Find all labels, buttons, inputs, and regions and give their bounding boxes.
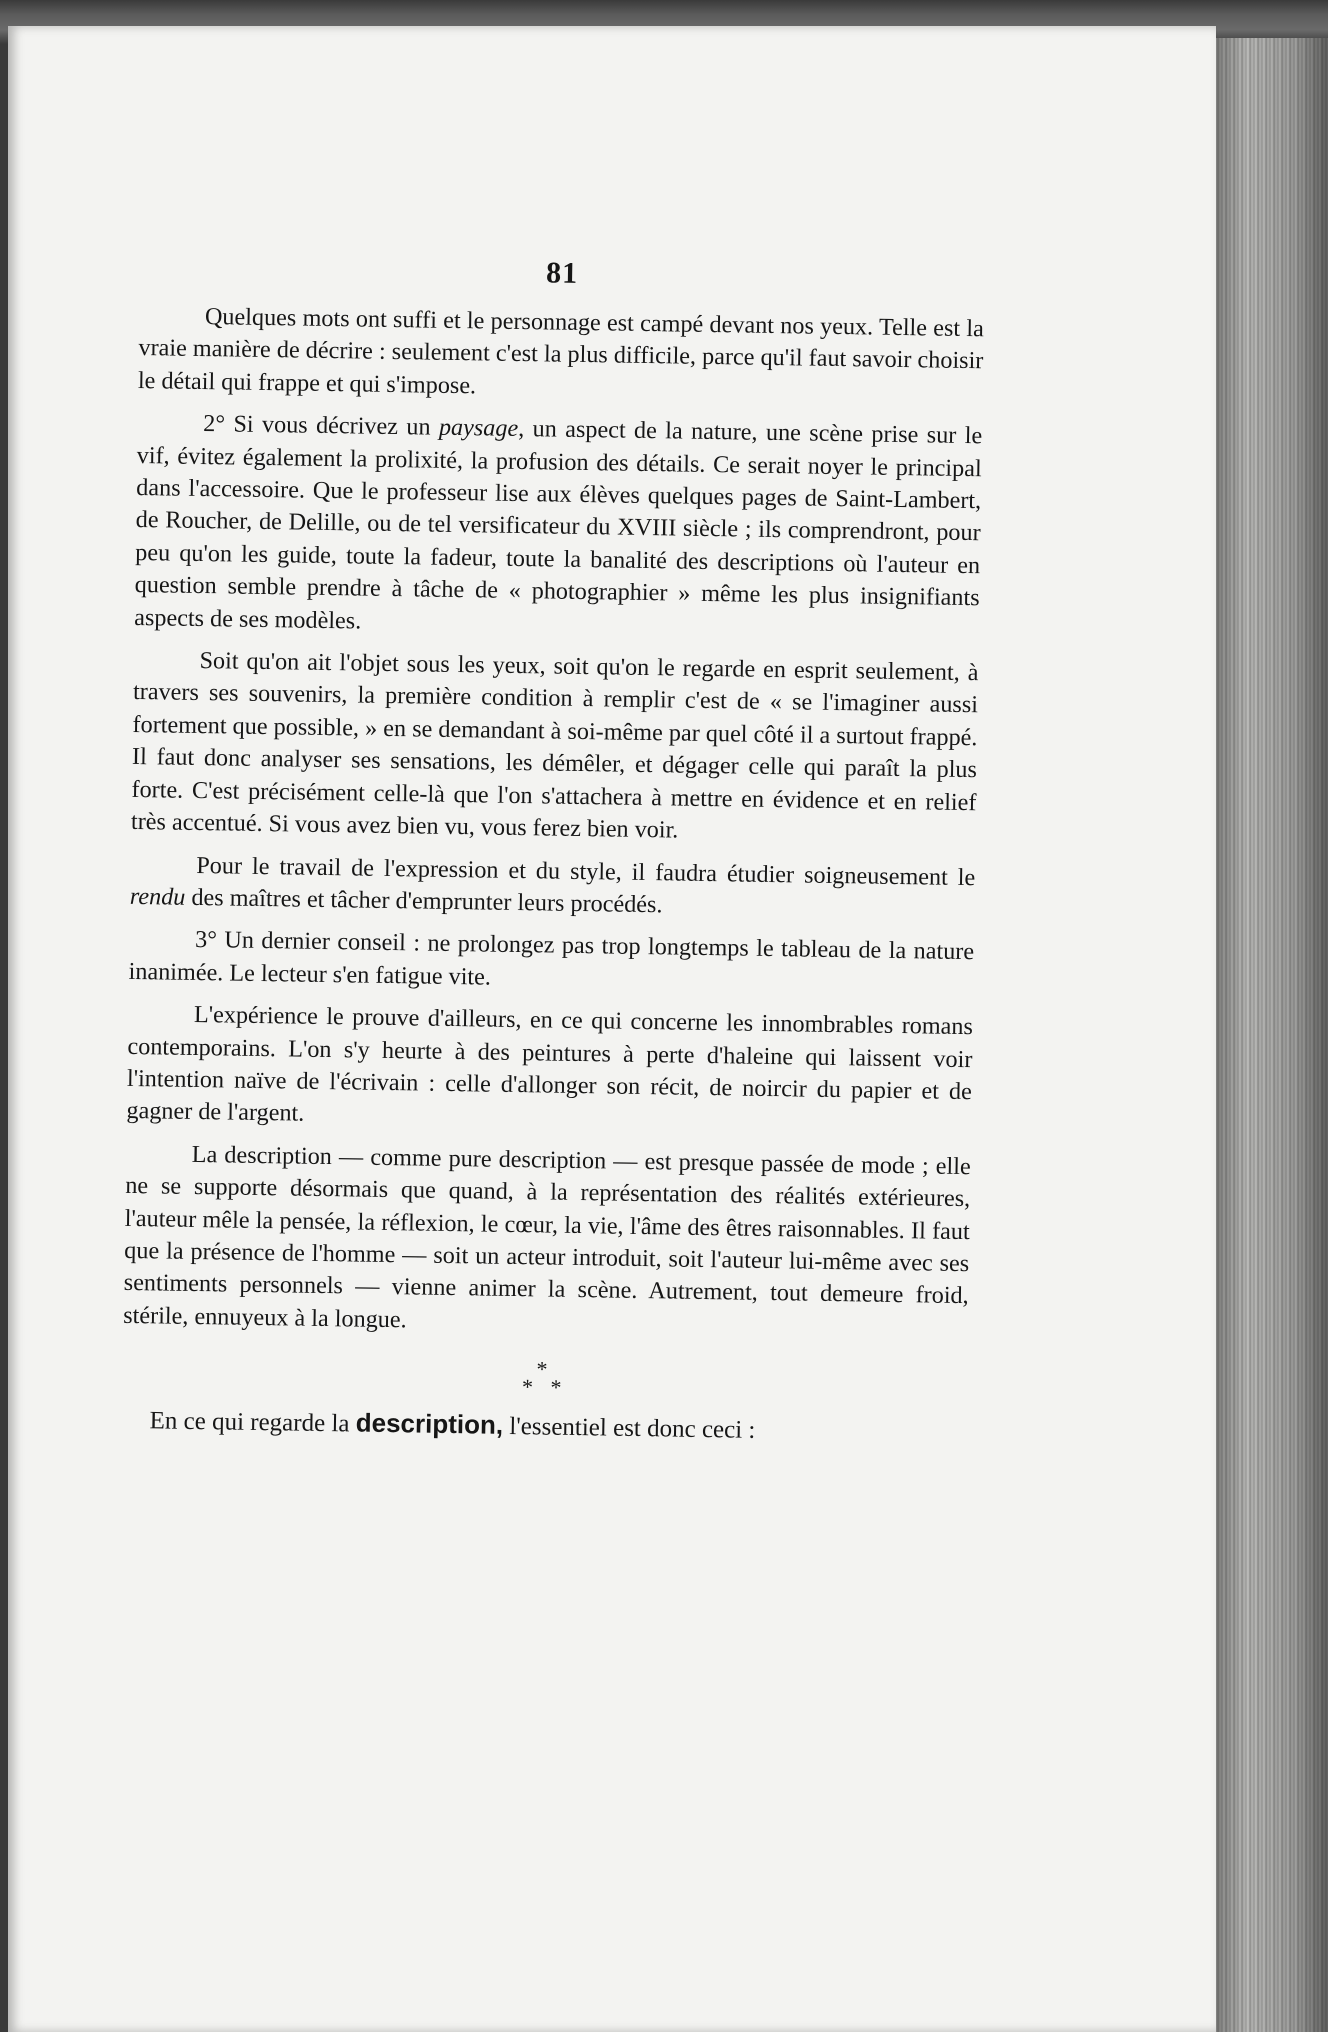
paragraph-6: L'expérience le prouve d'ailleurs, en ce qui concerne les innombrables romans contemporains. L'on s'y heurte à des peintures à perte d'haleine qui laissent voir l'intention naïve de l'écrivain : celle d'allonger son récit, de noircir du papier et de gagner de l'argent. bbox=[126, 1001, 974, 1128]
final-line-strong: description, bbox=[355, 1407, 504, 1441]
asterism-bottom: * * bbox=[521, 1374, 568, 1401]
book-page-edges bbox=[1206, 38, 1328, 2032]
paragraph-2 bbox=[134, 407, 982, 647]
paragraph-4 bbox=[130, 848, 976, 926]
asterism-top: * bbox=[536, 1356, 554, 1382]
paragraph-7: La description — comme pure description — est presque passée de mode ; elle ne se supporte désormais que quand, à la représentation des réalités extérieures, l'auteur mêle la pensée, la réflexion, le cœur, la vie, l'âme des êtres raisonnables. Il faut que la présence de l'homme — soit un acteur introduit, soit l'auteur lui-même avec ses sentiments personnels — vienne animer la scène. Autrement, tout demeure froid, stérile, ennuyeux à la longue. bbox=[123, 1140, 971, 1334]
final-line-end: l'essentiel est donc ceci : bbox=[502, 1413, 756, 1444]
paragraph-1: Quelques mots ont suffi et le personnage est campé devant nos yeux. Telle est la vraie manière de décrire : seulement c'est la plus difficile, parce qu'il faut savoir choisir le détail qui frappe et qui s'impose. bbox=[137, 303, 985, 400]
asterism-divider bbox=[122, 1354, 967, 1403]
paragraph-4-end: des maîtres et tâcher d'emprunter leurs procédés. bbox=[185, 883, 663, 919]
paragraph-4-start: Pour le travail de l'expression et du style, il faudra étudier soigneusement le bbox=[196, 851, 976, 891]
page-text bbox=[121, 250, 985, 1451]
page-number: 81 bbox=[545, 256, 579, 290]
paragraph-2-start: 2° Si vous décrivez un bbox=[203, 410, 440, 441]
paragraph-5: 3° Un dernier conseil : ne prolongez pas trop longtemps le tableau de la nature inanimée. Le lecteur s'en fatigue vite. bbox=[128, 926, 975, 991]
paragraph-3: Soit qu'on ait l'objet sous les yeux, soit qu'on le regarde en esprit seulement, à travers ses souvenirs, la première condition à remplir c'est de « se l'imaginer aussi fortement que possible, » en se demandant à soi-même par quel côté il a surtout frappé. Il faut donc analyser ses sensations, les démêler, et dégager celle qui paraît la plus forte. C'est précisément celle-là que l'on s'attachera à mettre en évidence et en relief très accentué. Si vous avez bien vu, vous ferez bien voir. bbox=[130, 647, 979, 844]
emphasis-paysage: paysage bbox=[438, 413, 519, 443]
final-line-start: En ce qui regarde la bbox=[149, 1407, 356, 1438]
paragraph-2-end: , un aspect de la nature, une scène prise sur le vif, évitez également la prolixité, la profusion des détails. Ce serait noyer le principal dans l'accessoire. Que le professeur lise aux élèves quelques pages de Saint-Lambert, de Roucher, de Delille, ou de tel versificateur du XVIII siècle ; ils comprendront, pour peu qu'on les guide, toute la fadeur, toute la banalité des descriptions où l'auteur en question semble prendre à tâche de « photographier » même les plus insignifiants aspects de ses modèles. bbox=[134, 415, 983, 635]
emphasis-rendu: rendu bbox=[129, 882, 186, 911]
